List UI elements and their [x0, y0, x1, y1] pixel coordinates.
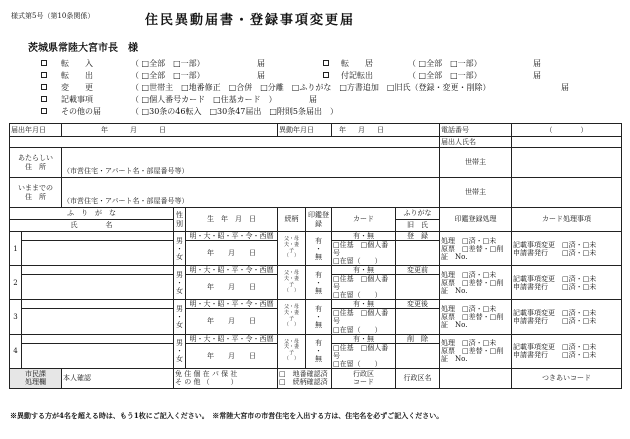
side-label: 削 除 [396, 334, 440, 343]
sex-field[interactable]: 男 ・ 女 [174, 232, 186, 266]
row-number: 3 [10, 300, 22, 334]
name-field[interactable] [22, 241, 174, 266]
filer-name-field[interactable] [512, 137, 622, 148]
filed-date-label: 届出年月日 [10, 124, 62, 137]
notice-options: （ □全部 □一部） [408, 71, 482, 80]
prev-householder-field[interactable] [512, 178, 622, 208]
notice-options: （ □30条の46転入 □30条47届出 □附則5条届出 ） [131, 107, 339, 116]
name-field[interactable] [22, 309, 174, 334]
card-field[interactable]: 有・無 [332, 300, 396, 309]
notice-options: （ □個人番号カード □住基カード ） [131, 95, 277, 104]
notice-type-list: 転 入 （ □全部 □一部） 届 転 居 （ □全部 □一部） 届 転 出 （ □全部 □一部） 届 付記転出 （ □全部 □一部） 届 変 更 （ □世帯主 □地番修正 □合併 □分離 □ふりがな □方書追加 □旧氏（登録・変更・削除） 届 記載事項 （ □個人番号カード □住基カード ） 届 その他の届 （ □30条の46転入 □30条47届出 □附則5条届出 ） [41, 59, 621, 119]
seal-proc-field[interactable]: 処理 □済・□未 原票 □差替・□削 証 No. [440, 334, 512, 368]
side-label: 変更後 [396, 300, 440, 309]
residence-form-table [9, 123, 622, 389]
notice-label: 転 入 [61, 59, 93, 68]
side-label: 登 録 [396, 232, 440, 241]
birth-header: 生 年 月 日 [186, 208, 278, 232]
relation-header: 続柄 [278, 208, 306, 232]
card-proc-field[interactable]: 記載事項変更 □済・□未 申請書発行 □済・□未 [512, 334, 622, 368]
seal-field[interactable]: 有 ・ 無 [306, 266, 332, 300]
birth-date-field[interactable]: 年 月 日 [186, 343, 278, 368]
card-field[interactable]: 有・無 [332, 232, 396, 241]
furigana-field[interactable] [22, 334, 174, 343]
notice-options: （ □全部 □一部） [131, 59, 205, 68]
confirm-checks[interactable]: □ 地番確認済 □ 続柄確認済 [278, 368, 332, 388]
addressee: 茨城県常陸大宮市長 様 [28, 43, 138, 54]
row-number: 1 [10, 232, 22, 266]
footnote: ※異動する方が4名を超える時は、もう1枚にご記入ください。 ※常陸大宮市の市営住宅を入出する方は、住宅名を必ずご記入ください。 [10, 411, 444, 420]
checkbox[interactable] [323, 60, 329, 66]
card-options[interactable]: □住基 □個人番号 □在留（ ） [332, 343, 396, 368]
name-header: 氏 名 [10, 220, 174, 232]
card-proc-field[interactable]: 記載事項変更 □済・□未 申請書発行 □済・□未 [512, 232, 622, 266]
notice-options: （ □全部 □一部） [408, 59, 482, 68]
phone-field[interactable]: （ ） [512, 124, 622, 137]
furigana-field[interactable] [22, 300, 174, 309]
tsukiai-code-label: つきあいコード [512, 368, 622, 388]
card-header: カード [332, 208, 396, 232]
householder-field[interactable] [512, 148, 622, 178]
phone-label: 電話番号 [440, 124, 512, 137]
card-options[interactable]: □住基 □個人番号 □在留（ ） [332, 275, 396, 300]
card-proc-field[interactable]: 記載事項変更 □済・□未 申請書発行 □済・□未 [512, 300, 622, 334]
old-name-field[interactable] [396, 343, 440, 368]
notice-label: 転 居 [341, 59, 373, 68]
notice-options: （ □全部 □一部） [131, 71, 205, 80]
checkbox[interactable] [323, 72, 329, 78]
notice-label: 変 更 [61, 83, 93, 92]
era-field[interactable]: 明・大・昭・平・令・西暦 [186, 300, 278, 309]
filed-date-field[interactable]: 年 月 日 [62, 124, 278, 137]
prev-householder-label: 世帯主 [440, 178, 512, 208]
district-code-label: 行政区 コード [332, 368, 396, 388]
sex-field[interactable]: 男 ・ 女 [174, 334, 186, 368]
exempt-field[interactable]: 免 住 個 在 パ 保 社 そ の 他 （ ） [174, 368, 278, 388]
seal-header: 印鑑登録 [306, 208, 332, 232]
notice-label: その他の届 [61, 107, 101, 116]
furigana-header: ふ り が な [10, 208, 174, 220]
era-field[interactable]: 明・大・昭・平・令・西暦 [186, 232, 278, 241]
filer-name-label: 届出人氏名 [440, 137, 512, 148]
sex-field[interactable]: 男 ・ 女 [174, 266, 186, 300]
householder-label: 世帯主 [440, 148, 512, 178]
change-date-field[interactable]: 年 月 日 [332, 124, 440, 137]
prev-address-field[interactable]: （市営住宅・アパート名・部屋番号等） [62, 178, 440, 208]
old-name-field[interactable] [396, 275, 440, 300]
notice-label: 記載事項 [61, 95, 93, 104]
notice-options: （ □世帯主 □地番修正 □合併 □分離 □ふりがな □方書追加 □旧氏（登録・変更・削除） [131, 83, 491, 92]
form-title: 住民異動届書・登録事項変更届 [145, 13, 356, 28]
checkbox[interactable] [41, 108, 47, 114]
name-field[interactable] [22, 275, 174, 300]
seal-proc-field[interactable]: 処理 □済・□未 原票 □差替・□削 証 No. [440, 300, 512, 334]
era-field[interactable]: 明・大・昭・平・令・西暦 [186, 266, 278, 275]
new-address-field[interactable]: （市営住宅・アパート名・部屋番号等） [62, 148, 440, 178]
birth-date-field[interactable]: 年 月 日 [186, 275, 278, 300]
name-field[interactable] [22, 343, 174, 368]
self-check-label: 本人確認 [63, 374, 91, 383]
sex-field[interactable]: 男 ・ 女 [174, 300, 186, 334]
side-label: 変更前 [396, 266, 440, 275]
row-number: 4 [10, 334, 22, 368]
old-name-field[interactable] [396, 241, 440, 266]
seal-field[interactable]: 有 ・ 無 [306, 334, 332, 368]
sex-header: 性別 [174, 208, 186, 232]
card-options[interactable]: □住基 □個人番号 □在留（ ） [332, 309, 396, 334]
new-address-label: あたらしい 住 所 [10, 148, 62, 178]
card-options[interactable]: □住基 □個人番号 □在留（ ） [332, 241, 396, 266]
checkbox[interactable] [41, 60, 47, 66]
birth-date-field[interactable]: 年 月 日 [186, 309, 278, 334]
old-name-header: 旧 氏 [396, 220, 440, 232]
birth-date-field[interactable]: 年 月 日 [186, 241, 278, 266]
seal-proc-field[interactable]: 処理 □済・□未 原票 □差替・□削 証 No. [440, 266, 512, 300]
relation-field[interactable]: 父・母 夫・妻 子 （ ） [278, 300, 306, 334]
era-field[interactable]: 明・大・昭・平・令・西暦 [186, 334, 278, 343]
seal-proc-field[interactable]: 処理 □済・□未 原票 □差替・□削 証 No. [440, 232, 512, 266]
card-field[interactable]: 有・無 [332, 334, 396, 343]
district-name-field[interactable] [440, 368, 512, 388]
card-field[interactable]: 有・無 [332, 266, 396, 275]
district-name-label: 行政区名 [396, 368, 440, 388]
notice-label: 付記転出 [341, 71, 373, 80]
form-number: 様式第5号（第10条関係） [11, 12, 95, 20]
checkbox[interactable] [41, 96, 47, 102]
old-name-field[interactable] [396, 309, 440, 334]
seal-field[interactable]: 有 ・ 無 [306, 300, 332, 334]
relation-field[interactable]: 父・母 夫・妻 子 （ ） [278, 334, 306, 368]
card-proc-header: カード処理事項 [512, 208, 622, 232]
prev-address-label: いままでの 住 所 [10, 178, 62, 208]
notice-label: 転 出 [61, 71, 93, 80]
office-use-label: 市民課 処理欄 [10, 368, 62, 388]
furigana-field[interactable] [22, 232, 174, 241]
seal-proc-header: 印鑑登録処理 [440, 208, 512, 232]
old-furigana-header: ふりがな [396, 208, 440, 220]
relation-field[interactable]: 父・母 夫・妻 子 （ ） [278, 266, 306, 300]
seal-field[interactable]: 有 ・ 無 [306, 232, 332, 266]
card-proc-field[interactable]: 記載事項変更 □済・□未 申請書発行 □済・□未 [512, 266, 622, 300]
checkbox[interactable] [41, 72, 47, 78]
furigana-field[interactable] [22, 266, 174, 275]
row-number: 2 [10, 266, 22, 300]
checkbox[interactable] [41, 84, 47, 90]
relation-field[interactable]: 父・母 夫・妻 子 （ ） [278, 232, 306, 266]
change-date-label: 異動年月日 [278, 124, 332, 137]
